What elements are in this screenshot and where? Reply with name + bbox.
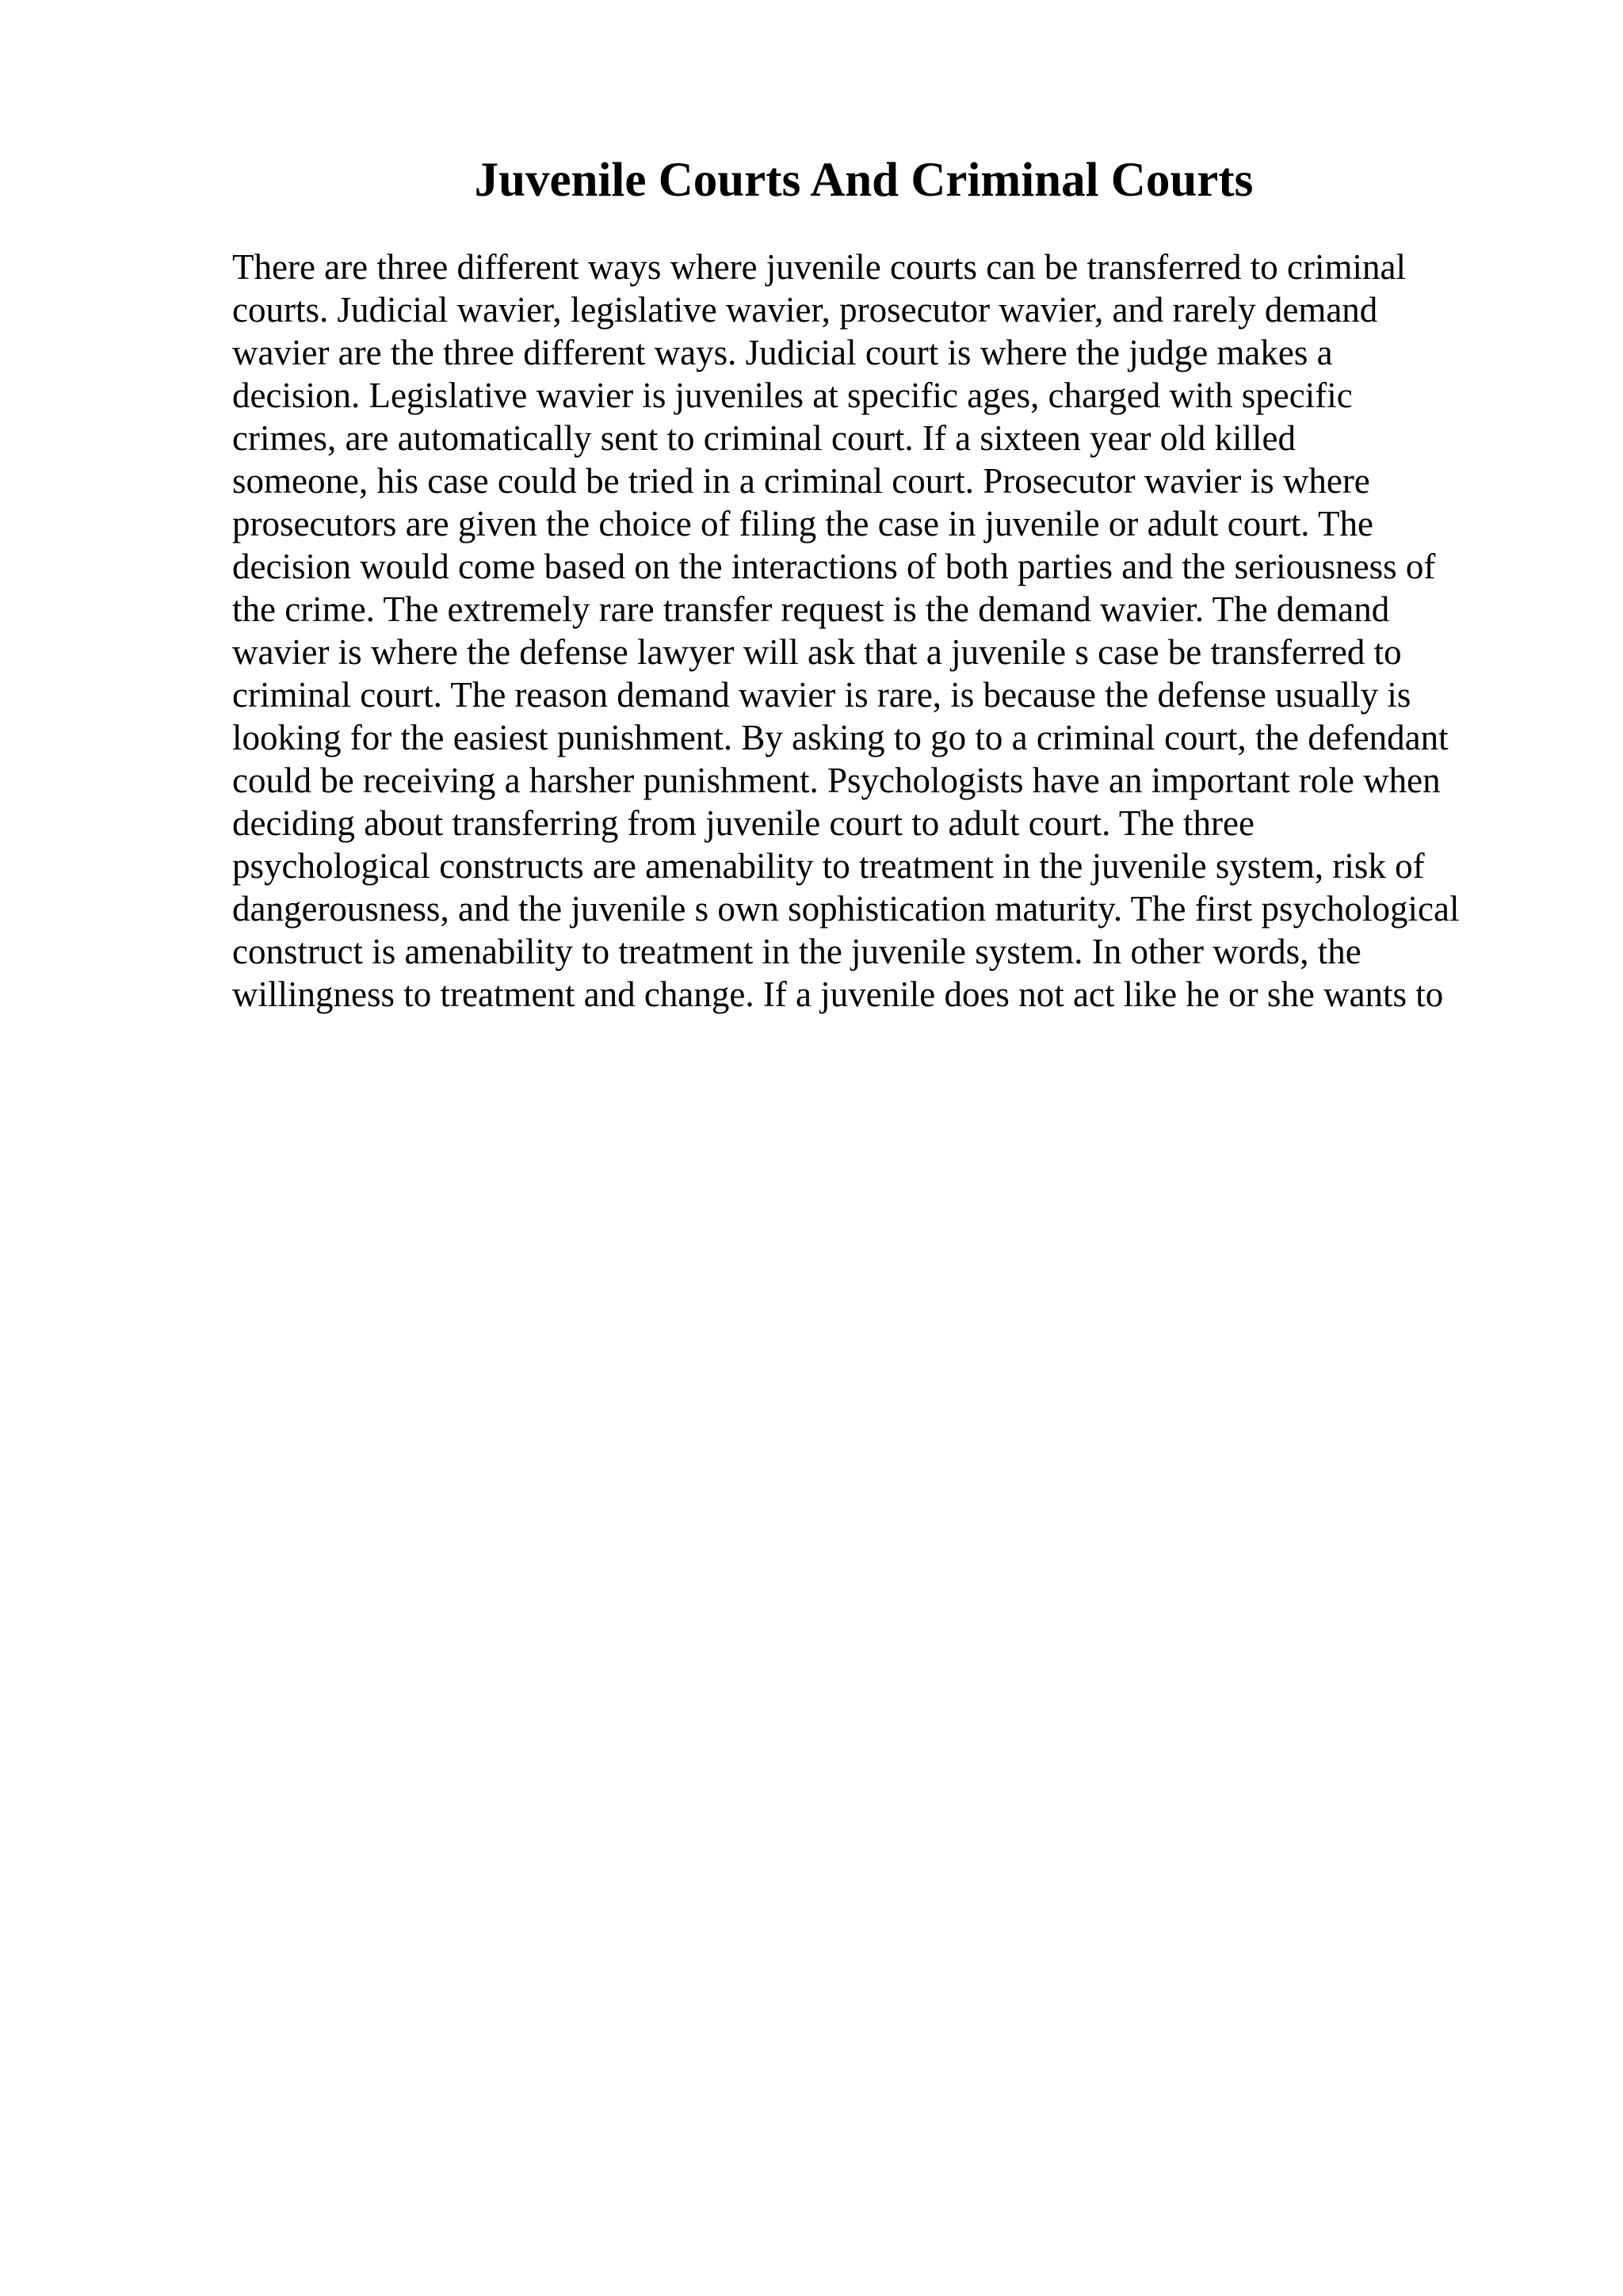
text-line: psychological constructs are amenability to treatment in the juvenile system, risk of (232, 846, 1425, 886)
text-line: construct is amenability to treatment in the juvenile system. In other words, the (232, 932, 1361, 971)
text-line: prosecutors are given the choice of filing the case in juvenile or adult court. The (232, 504, 1373, 543)
text-line: deciding about transferring from juvenile court to adult court. The three (232, 803, 1254, 843)
text-line: decision would come based on the interactions of both parties and the seriousness of (232, 547, 1436, 586)
text-line: could be receiving a harsher punishment. Psychologists have an important role when (232, 761, 1441, 800)
text-line: crimes, are automatically sent to criminal court. If a sixteen year old killed (232, 418, 1296, 458)
text-line: wavier are the three different ways. Judicial court is where the judge makes a (232, 333, 1333, 372)
text-line: dangerousness, and the juvenile s own sophistication maturity. The first psychological (232, 889, 1460, 929)
text-line: willingness to treatment and change. If a juvenile does not act like he or she wants to (232, 974, 1444, 1014)
text-line: There are three different ways where juvenile courts can be transferred to criminal (232, 247, 1406, 287)
text-line: looking for the easiest punishment. By asking to go to a criminal court, the defendant (232, 718, 1449, 757)
text-line: someone, his case could be tried in a criminal court. Prosecutor wavier is where (232, 461, 1370, 501)
text-line: wavier is where the defense lawyer will ask that a juvenile s case be transferred to (232, 632, 1402, 672)
text-line: criminal court. The reason demand wavier is rare, is because the defense usually is (232, 675, 1411, 715)
text-line: the crime. The extremely rare transfer request is the demand wavier. The demand (232, 589, 1390, 629)
body-paragraph (232, 246, 1532, 1016)
document-title: Juvenile Courts And Criminal Courts (474, 154, 1254, 207)
text-line: decision. Legislative wavier is juveniles at specific ages, charged with specific (232, 376, 1353, 415)
text-line: courts. Judicial wavier, legislative wavier, prosecutor wavier, and rarely demand (232, 290, 1378, 330)
